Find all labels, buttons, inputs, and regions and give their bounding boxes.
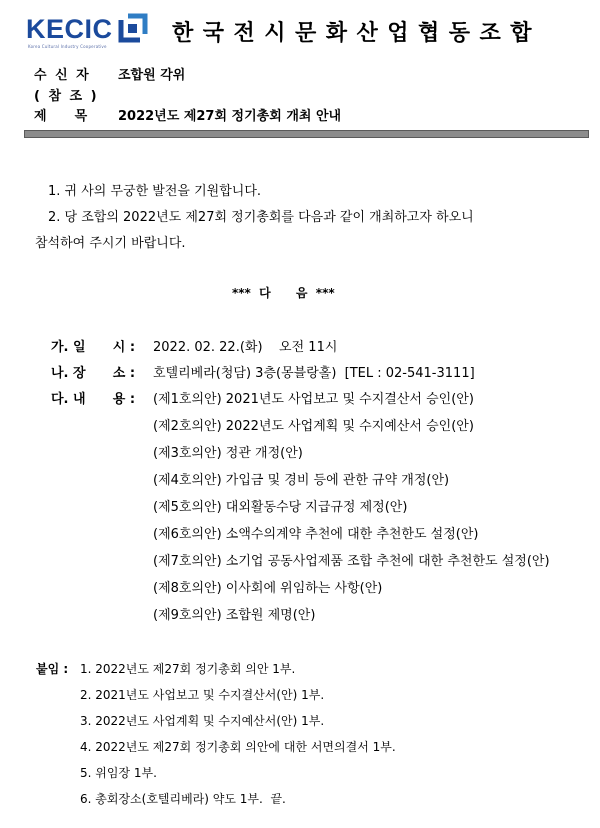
agenda-item-1: (제1호의안) 2021년도 사업보고 및 수지결산서 승인(안) — [153, 392, 474, 407]
agenda-item-9: (제9호의안) 조합원 제명(안) — [153, 608, 316, 623]
agenda-item-8: (제8호의안) 이사회에 위임하는 사항(안) — [153, 581, 383, 596]
attachment-item-4: 4. 2022년도 제27회 정기총회 의안에 대한 서면의결서 1부. — [80, 740, 396, 754]
logo-mark-icon — [118, 12, 148, 44]
logo-text: KECIC — [26, 14, 113, 44]
header-divider — [24, 130, 589, 138]
attachment-item-2: 2. 2021년도 사업보고 및 수지결산서(안) 1부. — [80, 688, 325, 702]
agenda-item-3: (제3호의안) 정관 개정(안) — [153, 446, 303, 461]
agenda-item-4: (제4호의안) 가입금 및 경비 등에 관한 규약 개정(안) — [153, 473, 450, 488]
paragraph-1: 1. 귀 사의 무궁한 발전을 기원합니다. — [48, 184, 262, 199]
agenda-label: 다. 내 용 : — [51, 392, 136, 407]
paragraph-2-line-1: 2. 당 조합의 2022년도 제27회 정기총회를 다음과 같이 개최하고자 하오니 — [48, 210, 474, 225]
agenda-item-7: (제7호의안) 소기업 공동사업제품 조합 추천에 대한 추천한도 설정(안) — [153, 554, 550, 569]
attachment-item-5: 5. 위임장 1부. — [80, 766, 157, 780]
date-label: 가. 일 시 : — [51, 340, 136, 355]
attachment-item-1: 1. 2022년도 제27회 정기총회 의안 1부. — [80, 662, 296, 676]
agenda-item-2: (제2호의안) 2022년도 사업계획 및 수지예산서 승인(안) — [153, 419, 474, 434]
venue-label: 나. 장 소 : — [51, 366, 136, 381]
agenda-item-5: (제5호의안) 대외활동수당 지급규정 제정(안) — [153, 500, 408, 515]
agenda-item-6: (제6호의안) 소액수의계약 추천에 대한 추천한도 설정(안) — [153, 527, 479, 542]
recipient-value: 조합원 각위 — [118, 68, 186, 83]
date-value: 2022. 02. 22.(화) 오전 11시 — [153, 340, 338, 355]
attachment-item-3: 3. 2022년도 사업계획 및 수지예산서(안) 1부. — [80, 714, 325, 728]
logo-subtitle: Korea Cultural Industry Cooperative — [28, 44, 107, 49]
recipient-label: 수 신 자 — [34, 68, 91, 83]
reference-label: ( 참 조 ) — [34, 89, 99, 104]
venue-value: 호텔리베라(청담) 3층(몽블랑홀) [TEL : 02-541-3111] — [153, 366, 475, 381]
section-heading: *** 다 음 *** — [232, 286, 335, 300]
subject-value: 2022년도 제27회 정기총회 개최 안내 — [118, 109, 342, 124]
paragraph-2-line-2: 참석하여 주시기 바랍니다. — [35, 236, 186, 251]
attachment-item-6: 6. 총회장소(호텔리베라) 약도 1부. 끝. — [80, 792, 286, 806]
subject-label: 제 목 — [34, 109, 90, 124]
organization-name: 한국전시문화산업협동조합 — [172, 21, 542, 46]
attachments-label: 붙임 : — [36, 662, 69, 676]
